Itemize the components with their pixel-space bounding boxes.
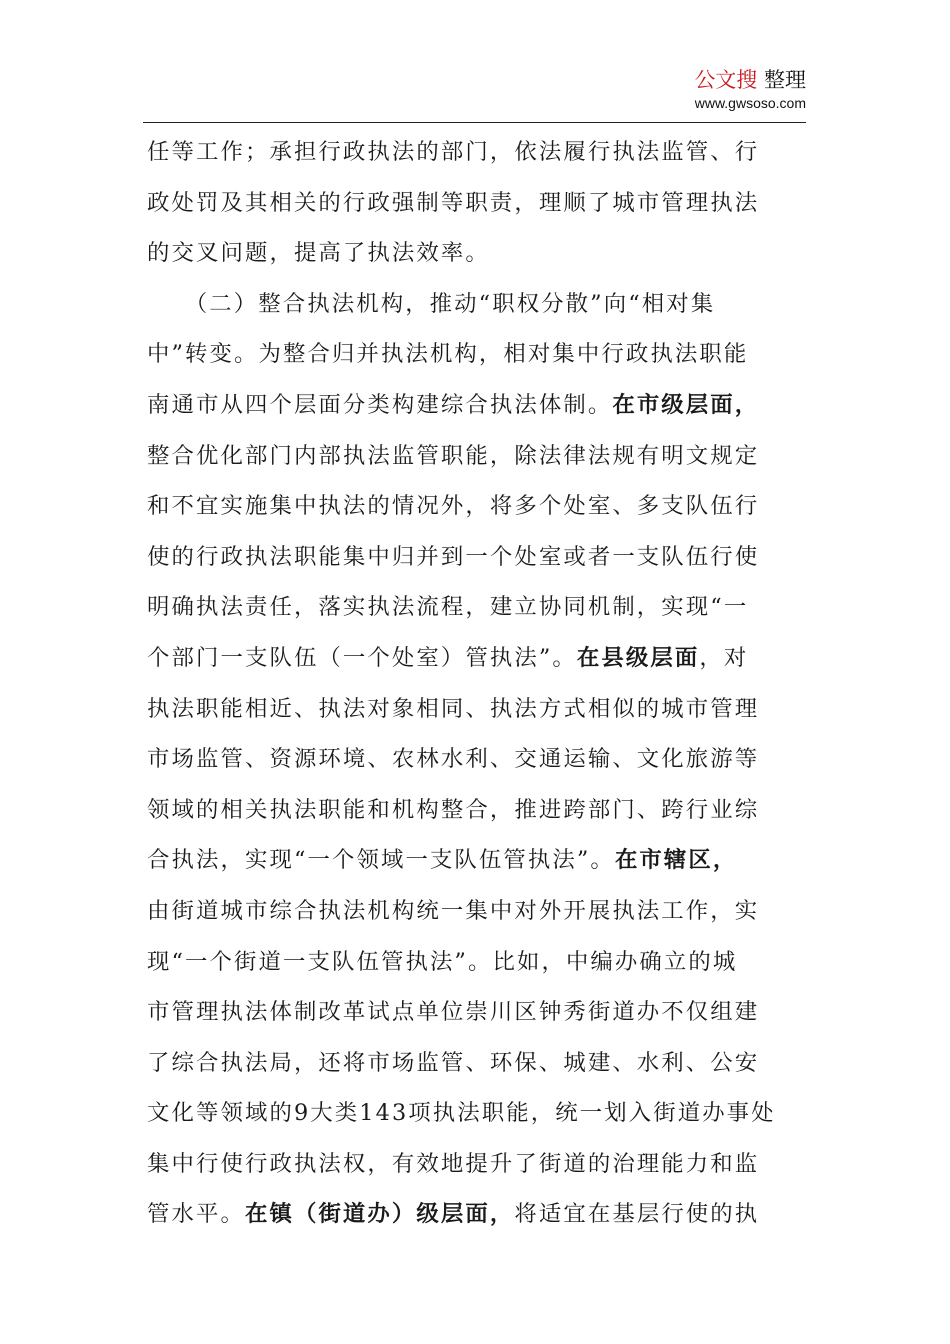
bold-phrase: 在县级层面 [576, 644, 700, 671]
text-line: 现“一个街道一支队伍管执法”。比如，中编办确立的城 [147, 948, 738, 975]
text-line: 执法职能相近、执法对象相同、执法方式相似的城市管理 [147, 695, 760, 722]
text-line: 南通市从四个层面分类构建综合执法体制。在市级层面， [147, 391, 760, 418]
text-line: （二）整合执法机构，推动“职权分散”向“相对集 [147, 290, 716, 317]
text-line: 明确执法责任，落实执法流程，建立协同机制，实现“一 [147, 594, 749, 621]
document-body [147, 127, 807, 1240]
text-line: 的交叉问题，提高了执法效率。 [147, 240, 490, 267]
text-line: 使的行政执法职能集中归并到一个处室或者一支队伍行使 [147, 543, 760, 570]
brand-logo [694, 66, 806, 94]
header-divider [143, 122, 806, 123]
text-line: 管水平。在镇（街道办）级层面，将适宜在基层行使的执 [147, 1201, 760, 1228]
text-line: 合执法，实现“一个领域一支队伍管执法”。在市辖区， [147, 847, 738, 874]
text-line: 领域的相关执法职能和机构整合，推进跨部门、跨行业综 [147, 796, 760, 823]
brand-name: 公文搜 [694, 68, 758, 92]
text-line: 由街道城市综合执法机构统一集中对外开展执法工作，实 [147, 897, 760, 924]
text-line: 整合优化部门内部执法监管职能，除法律法规有明文规定 [147, 442, 760, 469]
text-line: 和不宜实施集中执法的情况外，将多个处室、多支队伍行 [147, 493, 760, 520]
text-line: 市管理执法体制改革试点单位崇川区钟秀街道办不仅组建 [147, 999, 760, 1026]
brand-suffix: 整理 [757, 68, 806, 92]
bold-phrase: 在镇（街道办）级层面， [244, 1201, 515, 1228]
text-line: 市场监管、资源环境、农林水利、交通运输、文化旅游等 [147, 746, 760, 773]
bold-phrase: 在市辖区， [614, 847, 738, 874]
text-line: 中”转变。为整合归并执法机构，相对集中行政执法职能 [147, 341, 749, 368]
page-header [694, 66, 806, 112]
text-line: 了综合执法局，还将市场监管、环保、城建、水利、公安 [147, 1049, 760, 1076]
text-line: 个部门一支队伍（一个处室）管执法”。在县级层面，对 [147, 644, 749, 671]
text-line: 任等工作；承担行政执法的部门，依法履行执法监管、行 [147, 139, 760, 165]
brand-url: www.gwsoso.com [694, 95, 806, 111]
text-line: 集中行使行政执法权，有效地提升了街道的治理能力和监 [147, 1150, 760, 1177]
text-line: 政处罚及其相关的行政强制等职责，理顺了城市管理执法 [147, 189, 760, 216]
text-line: 文化等领域的9大类143项执法职能，统一划入街道办事处 [147, 1100, 776, 1127]
bold-phrase: 在市级层面， [612, 391, 760, 418]
